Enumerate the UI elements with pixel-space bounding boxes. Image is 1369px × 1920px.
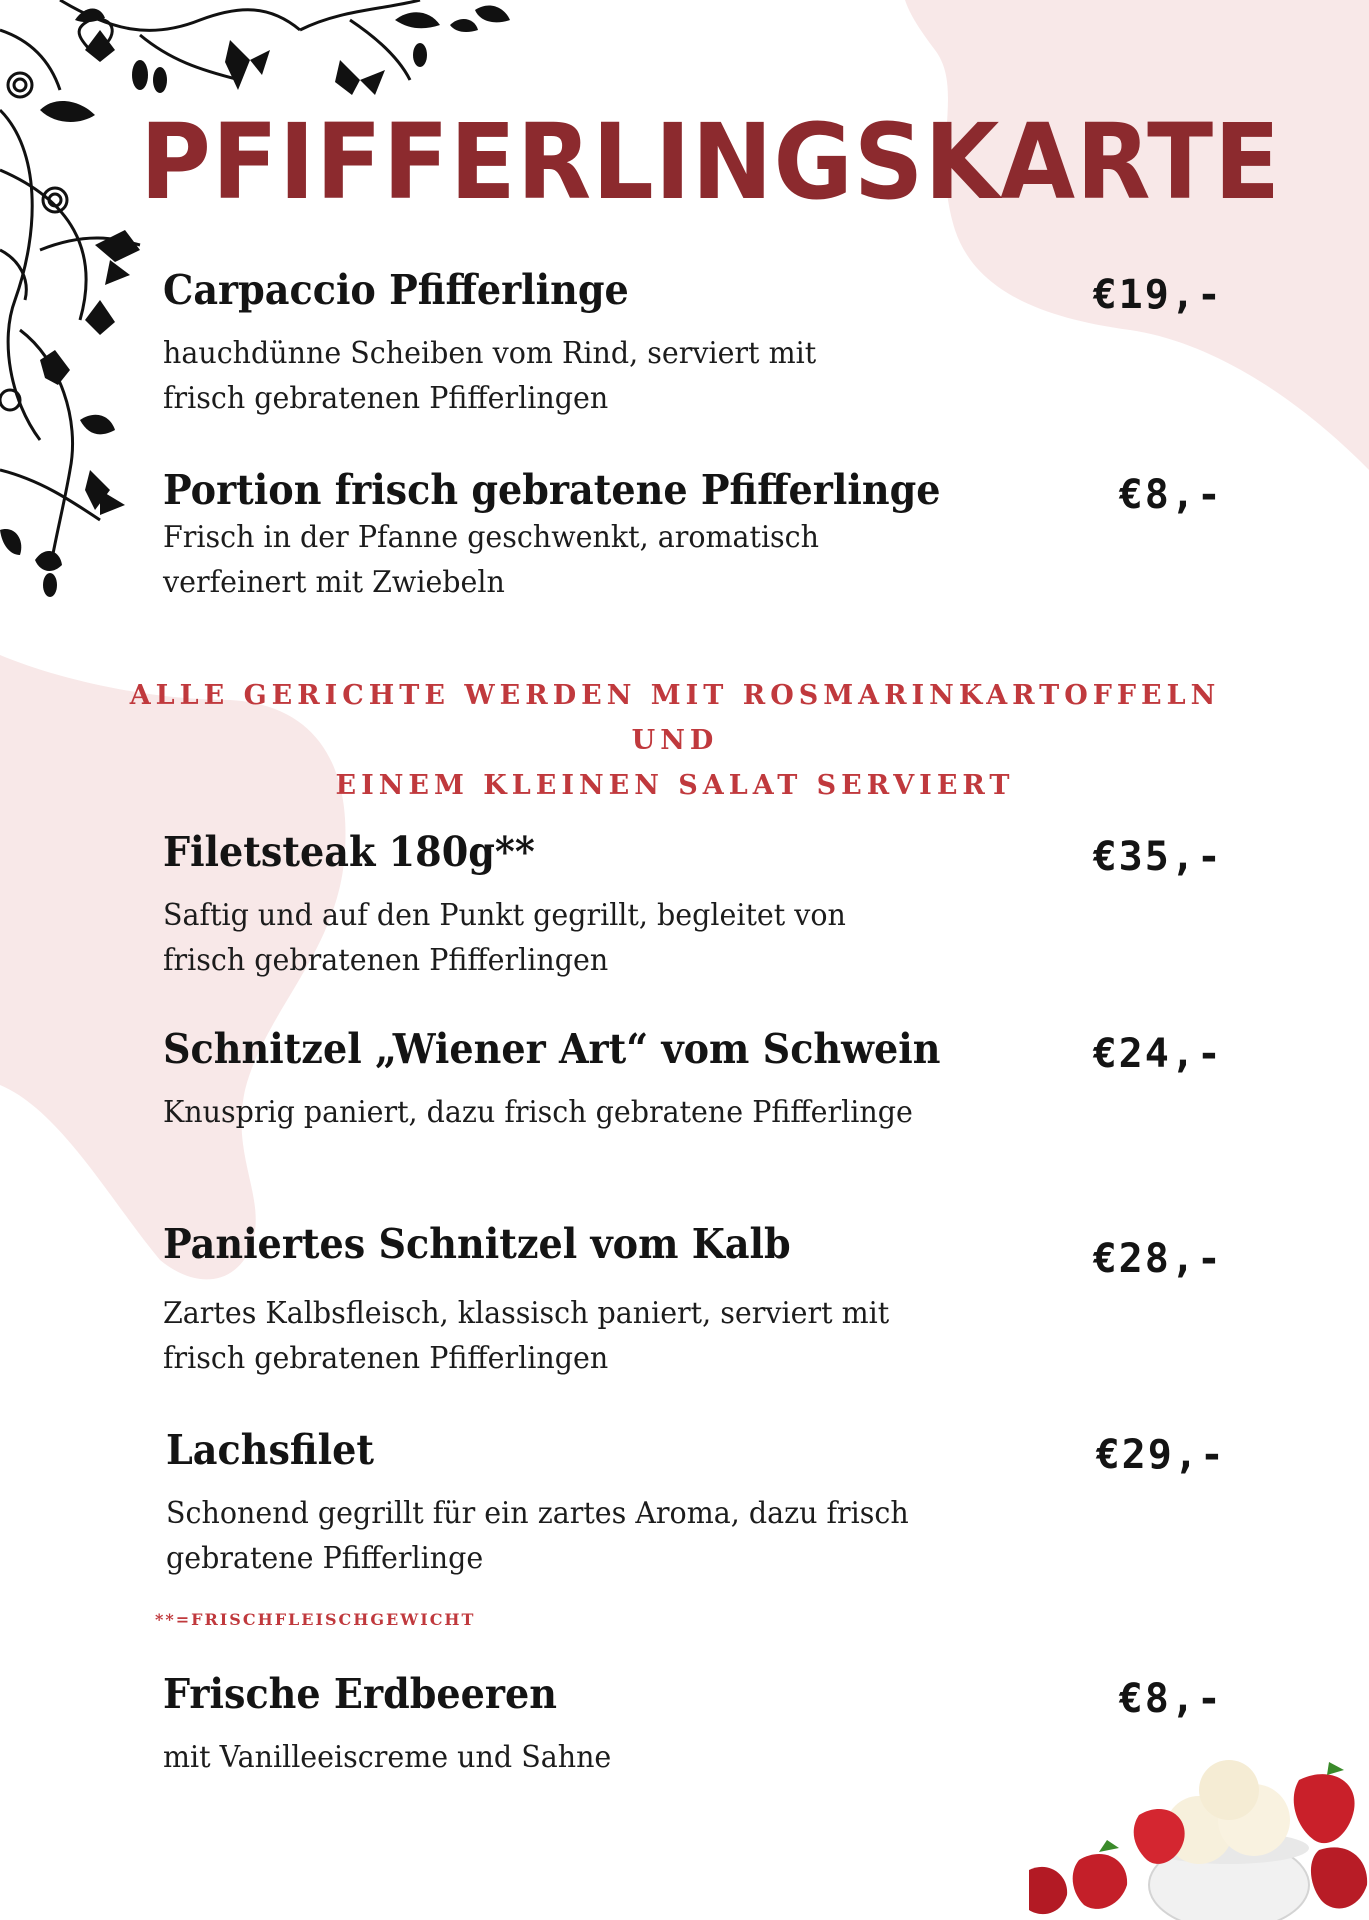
strawberry bbox=[1073, 1854, 1127, 1909]
menu-item bbox=[163, 1672, 1223, 1780]
item-name: Lachsfilet bbox=[166, 1426, 375, 1474]
item-price: €24,- bbox=[1092, 1031, 1223, 1077]
item-description: Schonend gegrillt für ein zartes Aroma, dazu frisch gebratene Pfifferlinge bbox=[166, 1496, 909, 1577]
strawberry bbox=[1311, 1847, 1367, 1908]
item-price: €8,- bbox=[1118, 1676, 1223, 1722]
menu-item bbox=[163, 830, 1223, 983]
item-name: Frische Erdbeeren bbox=[163, 1670, 557, 1718]
item-price: €29,- bbox=[1095, 1432, 1226, 1478]
footnote: **=FRISCHFLEISCHGEWICHT bbox=[155, 1610, 476, 1629]
item-price: €8,- bbox=[1118, 472, 1223, 518]
item-name: Paniertes Schnitzel vom Kalb bbox=[163, 1220, 791, 1268]
item-description: mit Vanilleeiscreme und Sahne bbox=[163, 1740, 612, 1776]
item-name: Carpaccio Pfifferlinge bbox=[163, 266, 629, 314]
item-description: Zartes Kalbsfleisch, klassisch paniert, serviert mit frisch gebratenen Pfifferlingen bbox=[163, 1296, 890, 1377]
side-dish-notice: ALLE GERICHTE WERDEN MIT ROSMARINKARTOFFELN UND EINEM KLEINEN SALAT SERVIERT bbox=[129, 680, 1221, 801]
item-description: Knusprig paniert, dazu frisch gebratene Pfifferlinge bbox=[163, 1095, 913, 1131]
strawberry bbox=[1029, 1867, 1067, 1914]
item-price: €35,- bbox=[1092, 834, 1223, 880]
menu-item bbox=[163, 268, 1223, 421]
item-price: €28,- bbox=[1092, 1236, 1223, 1282]
item-description: Frisch in der Pfanne geschwenkt, aromatisch verfeinert mit Zwiebeln bbox=[163, 520, 820, 601]
item-name: Filetsteak 180g** bbox=[163, 828, 535, 876]
strawberry bbox=[1294, 1774, 1355, 1843]
menu-title: PFIFFERLINGSKARTE bbox=[140, 101, 1282, 223]
item-description: hauchdünne Scheiben vom Rind, serviert mit frisch gebratenen Pfifferlingen bbox=[163, 336, 817, 417]
menu-item bbox=[163, 468, 1223, 605]
item-price: €19,- bbox=[1092, 272, 1223, 318]
menu-item bbox=[166, 1428, 1226, 1581]
menu-item bbox=[163, 1027, 1223, 1135]
menu-item bbox=[163, 1222, 1223, 1381]
item-name: Schnitzel „Wiener Art“ vom Schwein bbox=[163, 1025, 941, 1073]
item-description: Saftig und auf den Punkt gegrillt, begleitet von frisch gebratenen Pfifferlingen bbox=[163, 898, 846, 979]
item-name: Portion frisch gebratene Pfifferlinge bbox=[163, 466, 941, 514]
